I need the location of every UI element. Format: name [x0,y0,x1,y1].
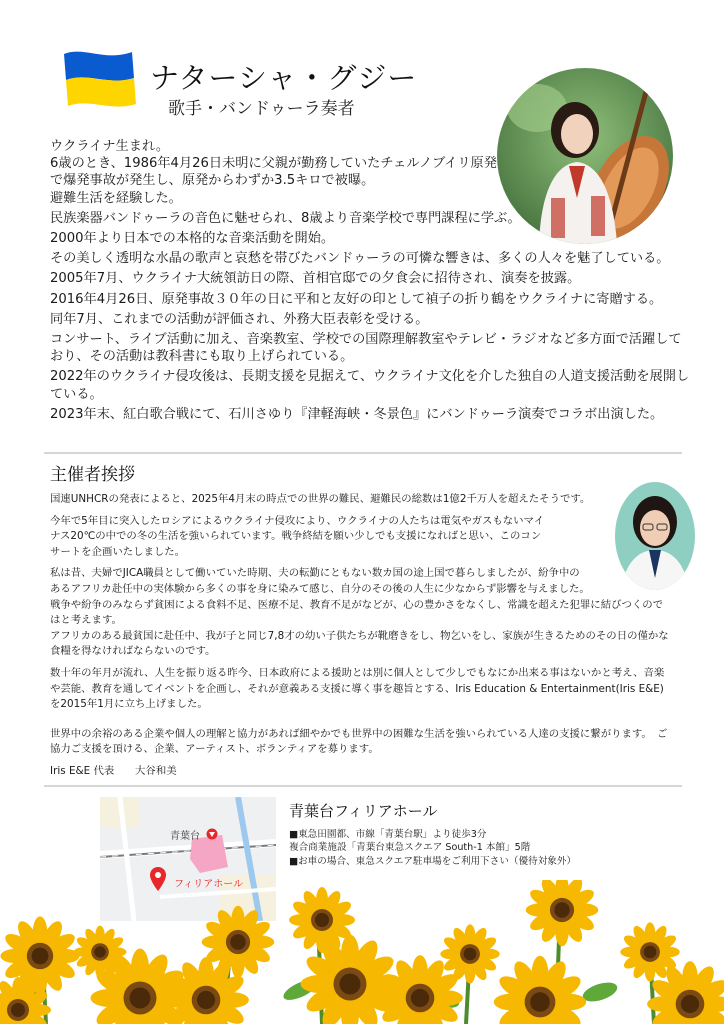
greeting-paragraph: 今年で5年目に突入したロシアによるウクライナ侵攻により、ウクライナの人たちは電気やガスもないマイナス20℃の中での冬の生活を強いられています。戦争終結を願い少しでも支援になればと思い、このコンサートを企画いたしました。 [50,514,545,558]
bio-line: 2016年4月26日、原発事故３０年の日に平和と友好の印として禎子の折り鶴をウクライナに寄贈する。 [50,291,663,307]
greeting-paragraph: 世界中の余裕のある企業や個人の理解と協力があれば細やかでも世界中の困難な生活を強いられている人達の支援に繋がります。 ご協力ご支援を頂ける、企業、アーティスト、ボランティアを募ります。 [50,727,668,756]
bio-line: 2023年末、紅白歌合戦にて、石川さゆり『津軽海峡・冬景色』にバンドゥーラ演奏でコラボ出演した。 [50,406,664,422]
bio-line: その美しく透明な水晶の歌声と哀愁を帯びたバンドゥーラの可憐な響きは、多くの人々を魅了している。 [50,251,670,267]
greeting-paragraph: アフリカのある最貧国に赴任中、我が子と同じ7,8才の幼い子供たちが靴磨きをし、物乞いをし、家族が生きるためのその日の僅かな食糧を得なければならないのです。 [50,629,669,658]
greeting-signature: Iris E&E 代表 大谷和美 [50,764,177,777]
venue-details [289,828,576,868]
venue-parking: ■お車の場合、東急スクエア駐車場をご利用下さい（優待対象外） [289,855,577,867]
venue-building: 複合商業施設「青葉台東急スクエア South-1 本館」5階 [289,842,531,854]
sunflower-decoration [0,880,724,1024]
section-divider [44,785,682,787]
bio-line: 避難生活を経験した。 [50,190,182,206]
bio-line: 同年7月、これまでの活動が評価され、外務大臣表彰を受ける。 [50,311,429,327]
bio-line: 2022年のウクライナ侵攻後は、長期支援を見据えて、ウクライナ文化を介した独自の人道支援活動を展開している。 [50,369,690,402]
greeting-paragraph: 戦争や紛争のみならず貧困による食料不足、医療不足、教育不足がなどが、心の豊かさをなくし、常識を超えた犯罪に結びつくのではと考えます。 [50,598,664,627]
bio-line: ウクライナ生まれ。 [50,139,170,154]
greeting-paragraph: 私は昔、夫婦でJICA職員として働いていた時期、夫の転勤にともない数カ国の途上国で暮らしましたが、紛争中のあるアフリカ赴任中の実体験から多くの事を身に染みて感じ、自分のその後の人生に少なからず影響を与えました。 [50,567,590,595]
venue-name: 青葉台フィリアホール [289,802,438,820]
greeting-paragraph: 数十年の年月が流れ、人生を振り返る昨今、日本政府による援助とは別に個人として少しでもなにか出来る事はないかと考え、音楽や芸能、教育を通してイベントを企画し、それが意義ある支援に導く事を趣旨とする、Iris Education & Entertainment(Iris E&E)を2015年1月に立ち上げました。 [50,666,665,711]
map-hall-label: フィリアホール [174,879,243,890]
bio-line: コンサート、ライブ活動に加え、音楽教室、学校での国際理解教室やテレビ・ラジオなど多方面で活躍しており、その活動は教科書にも取り上げられている。 [50,332,682,365]
bio-line: 2000年より日本での本格的な音楽活動を開始。 [50,231,335,247]
bio-line: 6歳のとき、1986年4月26日未明に父親が勤務していたチェルノブイリ原発で爆発事故が発生し、原発からわずか3.5キロで被曝。 [50,156,497,189]
station-icon [206,828,218,840]
venue-access: ■東急田園都、市線「青葉台駅」より徒歩3分 [289,829,487,840]
greeting-heading: 主催者挨拶 [50,465,135,485]
greeting-body [50,492,670,780]
bio-line: 民族楽器バンドゥーラの音色に魅せられ、8歳より音楽学校で専門課程に学ぶ。 [50,210,521,226]
bio-line: 2005年7月、ウクライナ大統領訪日の際、首相官邸での夕食会に招待され、演奏を披露。 [50,271,581,287]
greeting-paragraph: 国連UNHCRの発表によると、2025年4月末の時点での世界の難民、避難民の総数は1億2千万人を超えたそうです。 [50,493,591,505]
map-station-label: 青葉台 [170,831,200,842]
performer-name: ナターシャ・グジー [150,61,418,95]
section-divider [44,452,682,454]
biography [50,138,690,423]
ukraine-flag-icon [58,48,138,112]
performer-role: 歌手・バンドゥーラ奏者 [168,99,355,119]
